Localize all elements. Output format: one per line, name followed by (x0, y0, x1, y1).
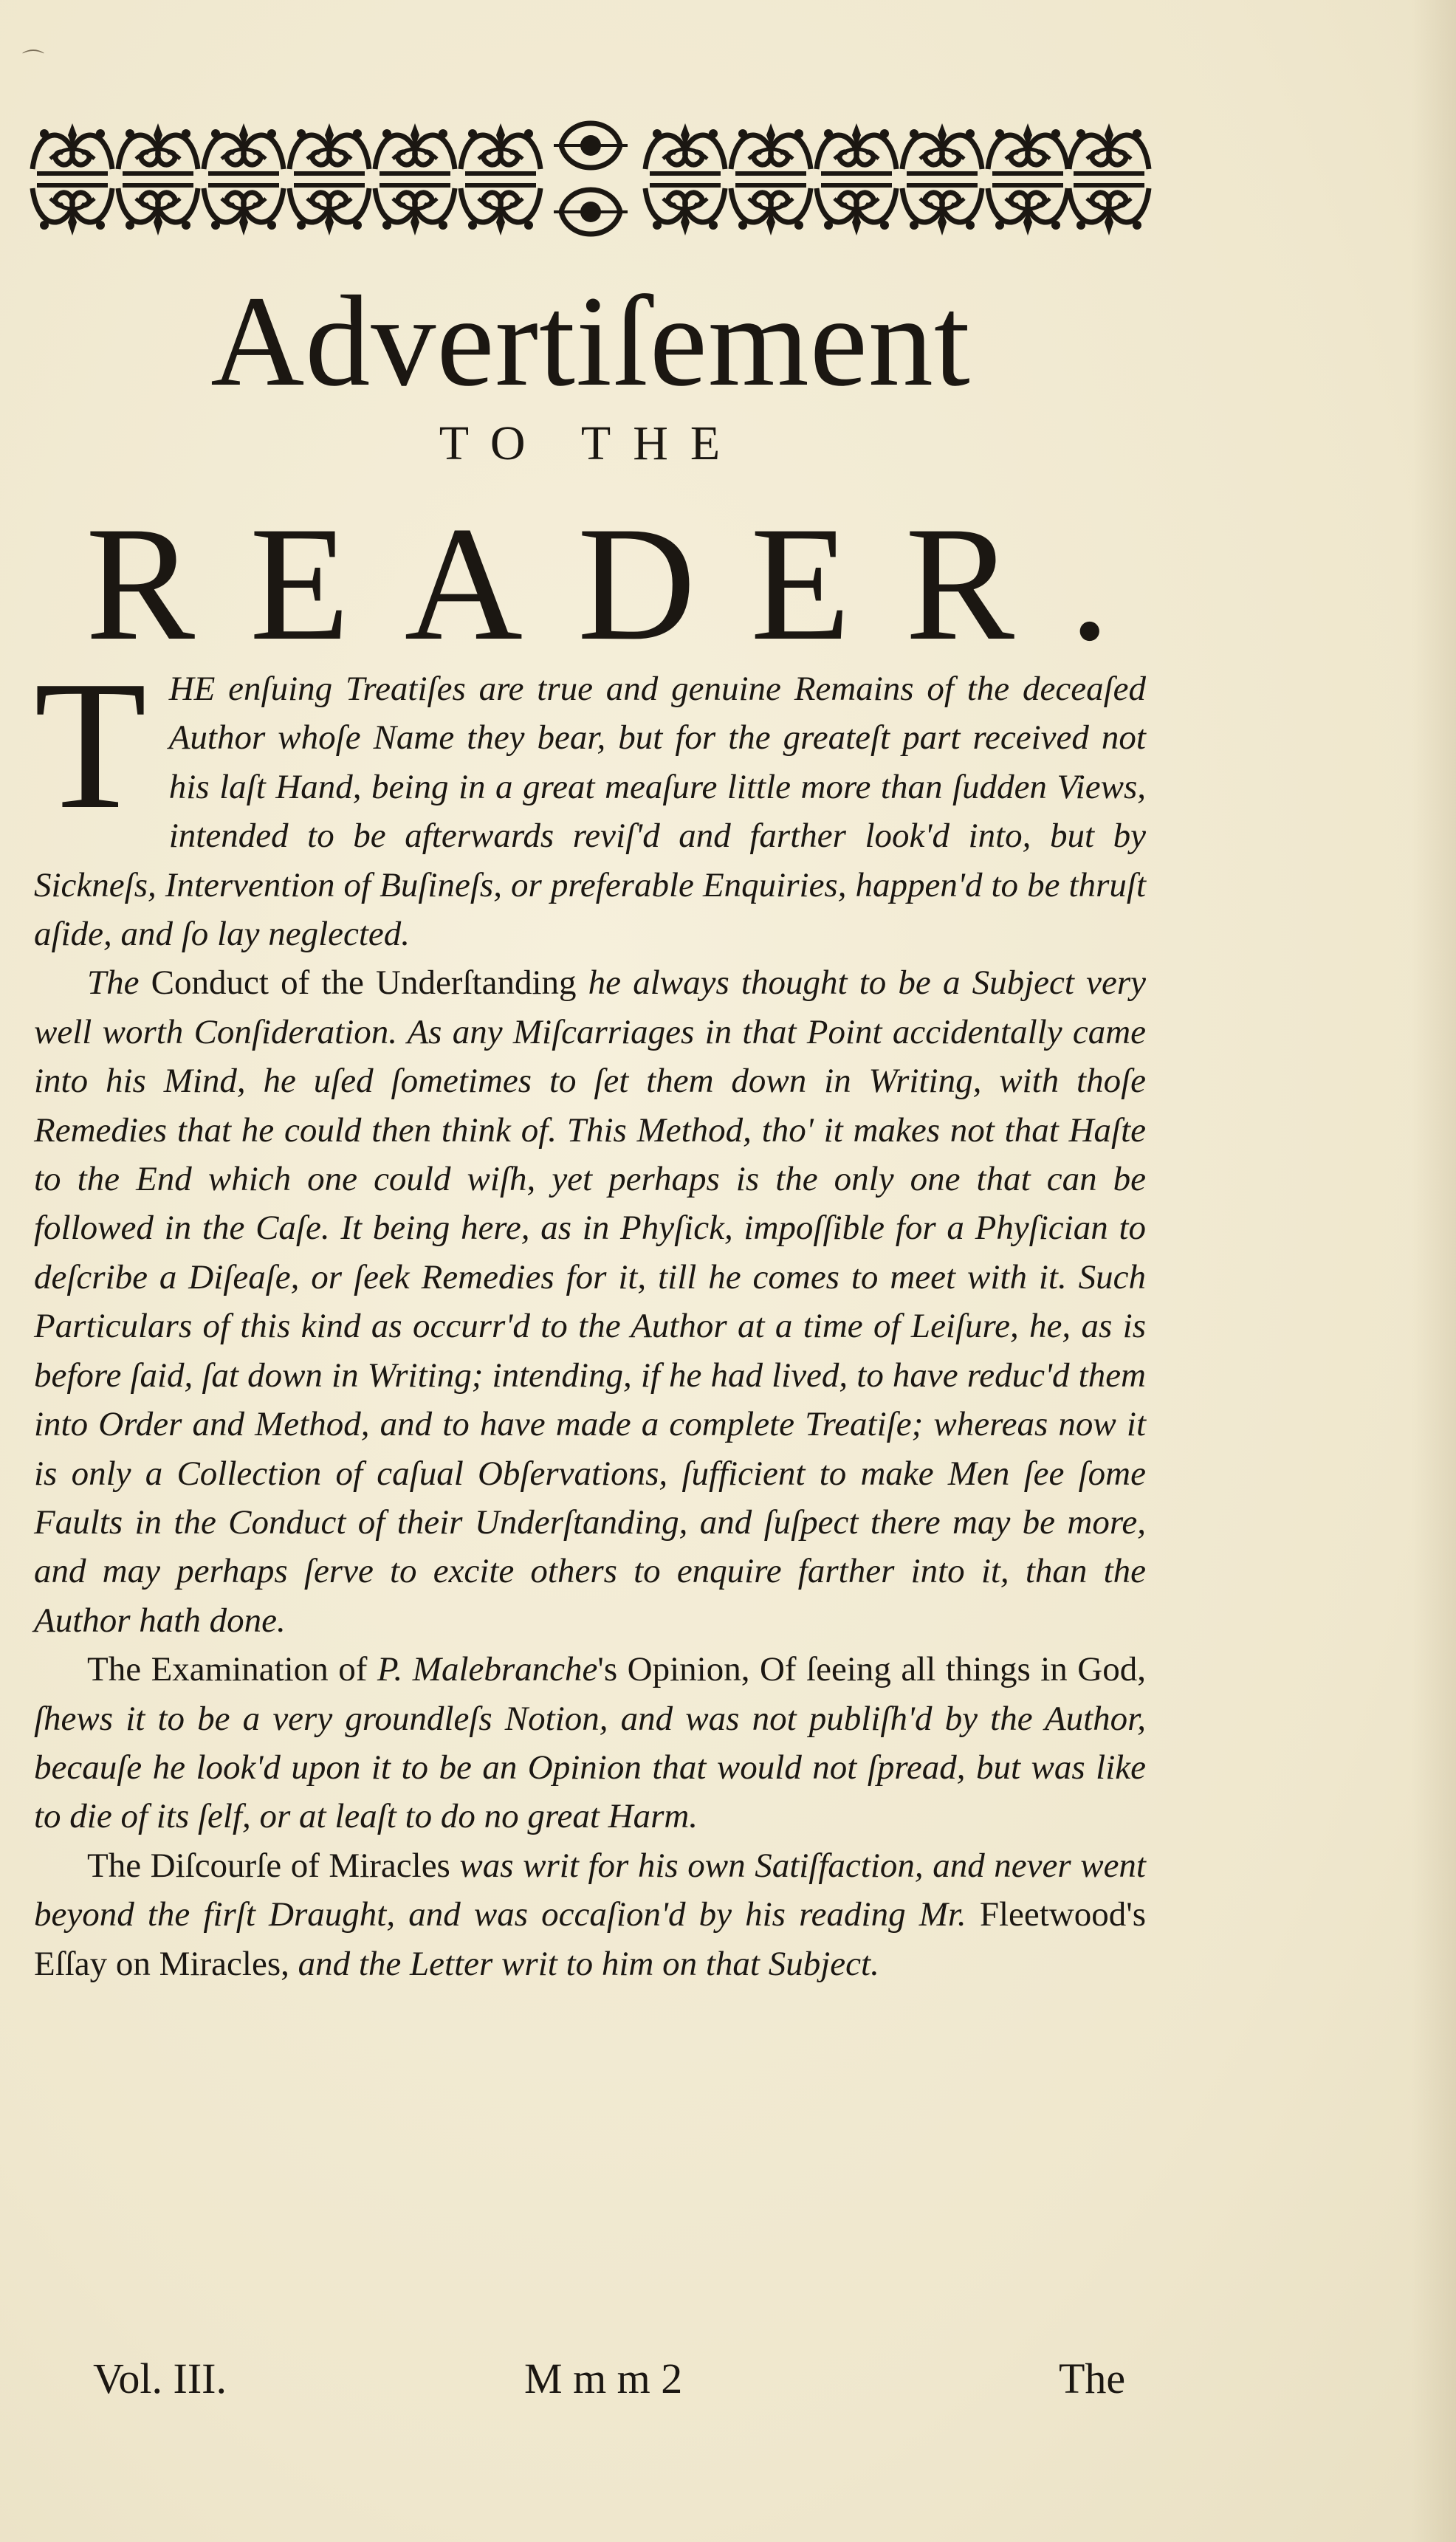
segment: The Diſcourſe of Miracles (87, 1846, 460, 1885)
page-footer (0, 2354, 1456, 2405)
volume-number: Vol. III. (93, 2354, 227, 2402)
catchword: The (1059, 2354, 1126, 2402)
paragraph (34, 1645, 1146, 1841)
body-text (34, 643, 1147, 1988)
segment: ſhews it to be a very groundleſs Notion, and was not publiſh'd by the Author, becauſe he look'd upon it to be an Opinion that would not ſpread, but was like to die of its ſelf, or at leaſt to do no great Harm. (34, 1699, 1146, 1836)
corner-mark: ⌒ (22, 49, 44, 74)
drop-cap: T (34, 643, 147, 848)
headpiece-ornament (30, 114, 1152, 244)
segment: he always thought to be a Subject very well worth Conſideration. As any Miſcarriages in that Point accidentally came into his Mind, he uſed ſometimes to ſet them down in Writing, with thoſe Remedies that he could then think of. This Method, tho' it makes not that Haſte to the End which one could wiſh, yet perhaps is the only one that can be followed in the Caſe. It being here, as in Phyſick, impoſſible for a Phyſician to deſcribe a Diſeaſe, or ſeek Remedies for it, till he comes to meet with it. Such Particulars of this kind as occurr'd to the Author at a time of Leiſure, he, as is before ſaid, ſat down in Writing; intending, if he had lived, to have reduc'd them into Order and Method, and to have made a complete Treatiſe; whereas now it is only a Collection of caſual Obſervations, ſufficient to make Men ſee ſome Faults in the Conduct of their Underſtanding, and ſuſpect there may be more, and may perhaps ſerve to excite others to enquire farther into it, than the Author hath done. (34, 963, 1147, 1640)
paragraph (34, 1841, 1146, 1988)
segment: HE enſuing Treatiſes are true and genuine Remains of the deceaſed Author whoſe Name they bear, but for the greateſt part received not his laſt Hand, being in a great meaſure little more than ſudden Views, intended to be afterwards reviſ'd and farther look'd into, but by Sickneſs, Intervention of Buſineſs, or preferable Enquiries, happen'd to be thruſt aſide, and ſo lay neglected. (34, 670, 1146, 954)
paragraph (34, 643, 1146, 958)
segment: 's Opinion, Of ſeeing all things in God, (597, 1650, 1146, 1689)
segment: Fleetwood's Eſſay on Miracles, (34, 1895, 1146, 1983)
segment: and the Letter writ to him on that Subject. (298, 1944, 879, 1983)
gutter-shadow (1412, 0, 1456, 2542)
subtitle: TO THE (439, 416, 743, 470)
page-title: Advertiſement (210, 269, 971, 413)
segment: P. Malebranche (377, 1650, 598, 1689)
segment: The Examination of (87, 1650, 377, 1689)
reader-heading: READER. (86, 493, 1165, 675)
segment: Conduct of the Underſtanding (151, 963, 588, 1003)
segment: was writ for his own Satiſfaction, and never went beyond the firſt Draught, and was occaſion'd by his reading Mr. (34, 1846, 1146, 1934)
signature-mark: M m m 2 (524, 2354, 683, 2402)
segment: The (87, 963, 151, 1003)
paragraph (34, 958, 1146, 1645)
